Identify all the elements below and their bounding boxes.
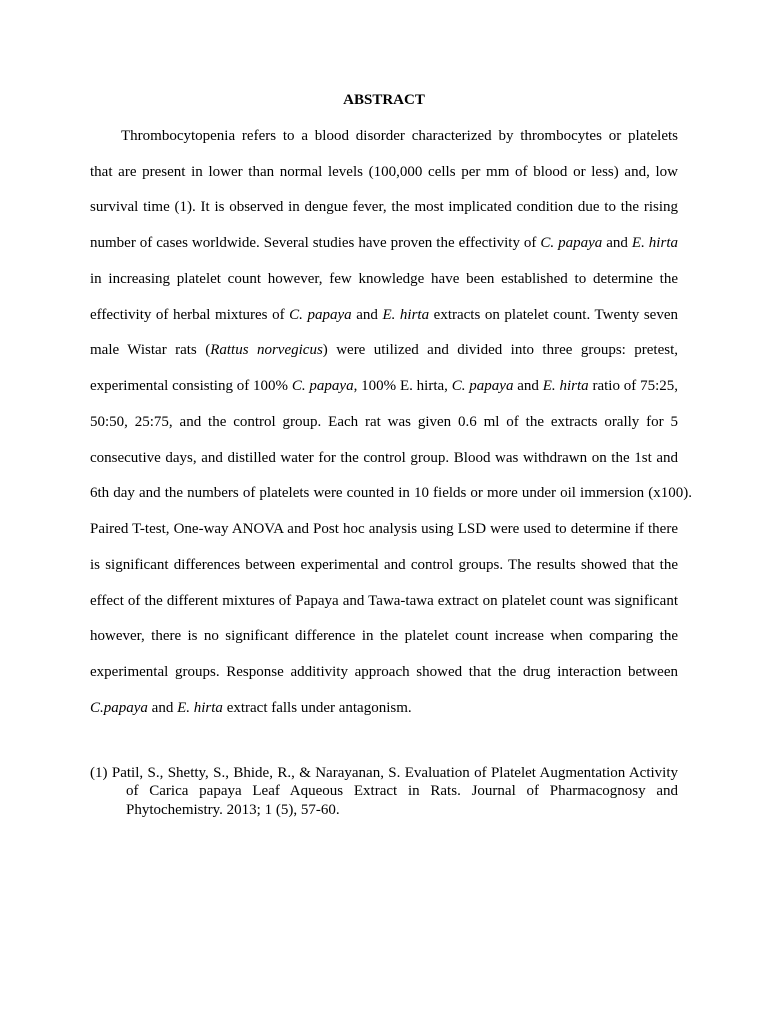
scientific-name: C. papaya (540, 235, 603, 251)
abstract-text: , 100% E. hirta, (353, 378, 452, 394)
scientific-name: C. papaya (291, 378, 354, 394)
reference-line (90, 782, 678, 800)
abstract-heading: ABSTRACT (343, 92, 425, 108)
reference-number: (1) (90, 765, 108, 781)
reference-line (90, 764, 678, 782)
scientific-name: C. papaya (289, 306, 352, 323)
scientific-name: C.papaya (90, 699, 148, 716)
abstract-text: ) were utilized and divided into three groups: pretest, (322, 342, 678, 359)
reference-text: of Carica papaya Leaf Aqueous Extract in Rats. Journal of Pharmacognosy and (126, 783, 678, 800)
abstract-text: 6th day and the numbers of platelets were counted in 10 fields or more under oil immersion (x100). (90, 485, 692, 502)
abstract-line (90, 262, 678, 298)
abstract-text: and (147, 699, 178, 716)
abstract-text: number of cases worldwide. Several studies have proven the effectivity of (90, 235, 541, 251)
abstract-text: 50:50, 25:75, and the control group. Each rat was given 0.6 ml of the extracts orally for 5 (90, 413, 678, 430)
scientific-name: E. hirta (631, 235, 678, 251)
abstract-text: and (513, 378, 543, 394)
abstract-line (90, 155, 678, 191)
abstract-line (90, 441, 678, 477)
abstract-line (90, 655, 678, 691)
abstract-line (90, 619, 678, 655)
reference-list (90, 764, 678, 819)
abstract-text: Thrombocytopenia refers to a blood disorder characterized by thrombocytes or platelets (121, 127, 678, 144)
scientific-name: E. hirta (542, 378, 589, 394)
abstract-text: consecutive days, and distilled water for the control group. Blood was withdrawn on the 1st and (90, 449, 678, 466)
abstract-line (90, 512, 678, 548)
reference-line (90, 801, 678, 819)
abstract-line (90, 119, 678, 155)
abstract-line (90, 369, 678, 405)
abstract-text: extracts on platelet count. Twenty seven (429, 306, 678, 323)
abstract-text: effectivity of herbal mixtures of (90, 306, 290, 323)
abstract-text: is significant differences between experimental and control groups. The results showed that the (90, 556, 678, 573)
abstract-section (90, 83, 692, 727)
abstract-text: and (602, 235, 632, 251)
abstract-text: experimental consisting of 100% (90, 378, 292, 394)
reference-text: Phytochemistry. 2013; 1 (5), 57-60. (126, 801, 340, 818)
abstract-line (90, 190, 678, 226)
abstract-line (90, 584, 678, 620)
reference-text: Patil, S., Shetty, S., Bhide, R., & Narayanan, S. Evaluation of Platelet Augmentation Activity (111, 765, 679, 781)
abstract-text: Paired T-test, One-way ANOVA and Post hoc analysis using LSD were used to determine if there (90, 521, 678, 537)
abstract-line (90, 476, 692, 512)
abstract-text: experimental groups. Response additivity approach showed that the drug interaction between (90, 664, 678, 680)
scientific-name: C. papaya (451, 378, 514, 394)
abstract-text: however, there is no significant difference in the platelet count increase when comparing the (90, 628, 678, 645)
abstract-line (90, 691, 678, 727)
abstract-line (90, 548, 678, 584)
abstract-text: that are present in lower than normal levels (100,000 cells per mm of blood or less) and, low (90, 163, 678, 180)
scientific-name: E. hirta (177, 699, 223, 716)
abstract-line (90, 333, 678, 369)
abstract-text: and (351, 306, 383, 323)
abstract-line (90, 405, 678, 441)
abstract-text: male Wistar rats ( (90, 342, 211, 359)
scientific-name: Rattus norvegicus (210, 342, 323, 359)
abstract-text: in increasing platelet count however, few knowledge have been established to determine the (90, 270, 678, 287)
abstract-line (90, 226, 678, 262)
abstract-text: effect of the different mixtures of Papaya and Tawa-tawa extract on platelet count was significant (90, 592, 678, 609)
abstract-text: survival time (1). It is observed in dengue fever, the most implicated condition due to the rising (90, 199, 678, 216)
abstract-text: extract falls under antagonism. (222, 699, 412, 716)
scientific-name: E. hirta (382, 306, 430, 323)
abstract-text: ratio of 75:25, (588, 378, 678, 394)
abstract-line (90, 298, 678, 334)
